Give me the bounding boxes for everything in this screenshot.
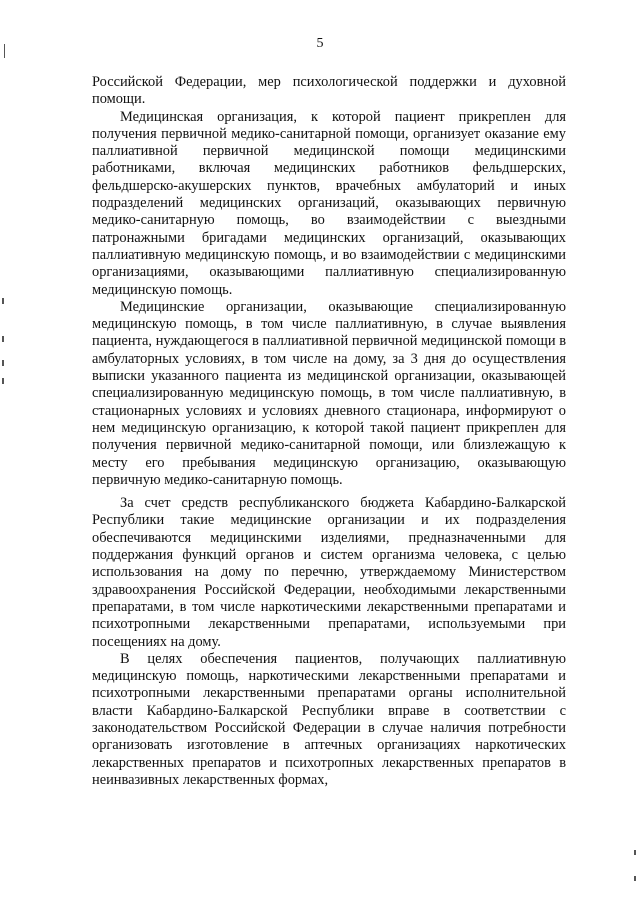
paragraph: Медицинская организация, к которой пациент прикреплен для получения первичной медико-санитарной помощи, организует оказание ему паллиативной первичной медицинской помощи медицинскими работниками, включая медицинских работников фельдшерских, фельдшерско-акушерских пунктов, врачебных амбулаторий и иных подразделений медицинских организаций, оказывающих первичную медико-санитарную помощь, во взаимодействии с выездными патронажными бригадами медицинских организаций, оказывающих паллиативную медицинскую помощь, и во взаимодействии с медицинскими организациями, оказывающими паллиативную специализированную медицинскую помощь. — [92, 108, 566, 298]
paragraph: За счет средств республиканского бюджета Кабардино-Балкарской Республики такие медицинские организации и их подразделения обеспечиваются медицинскими изделиями, предназначенными для поддержания функций органов и систем организма человека, с целью использования на дому по перечню, утверждаемому Министерством здравоохранения Российской Федерации, необходимыми лекарственными препаратами, в том числе наркотическими лекарственными препаратами и психотропными лекарственными препаратами, используемыми при посещениях на дому. — [92, 495, 566, 650]
scan-edge-mark — [2, 360, 4, 366]
paragraph-continuation: Российской Федерации, мер психологической поддержки и духовной помощи. — [92, 74, 566, 108]
paragraph: В целях обеспечения пациентов, получающих паллиативную медицинскую помощь, наркотическими лекарственными препаратами и психотропными лекарственными препаратами органы исполнительной власти Кабардино-Балкарской Республики вправе в соответствии с законодательством Российской Федерации в случае наличия потребности организовать изготовление в аптечных организациях наркотических лекарственных препаратов и психотропных лекарственных препаратов в неинвазивных лекарственных формах, — [92, 650, 566, 788]
scan-edge-mark — [634, 850, 636, 855]
document-body — [92, 74, 566, 789]
scan-edge-mark — [2, 336, 4, 342]
paragraph: Медицинские организации, оказывающие специализированную медицинскую помощь, в том числе паллиативную, в случае выявления пациента, нуждающегося в паллиативной первичной медицинской помощи в амбулаторных условиях, в том числе на дому, за 3 дня до осуществления выписки указанного пациента из медицинской организации, оказывающей специализированную медицинскую помощь, в том числе паллиативную, в стационарных условиях и условиях дневного стационара, информируют о нем медицинскую организацию, к которой такой пациент прикреплен для получения первичной медико-санитарной помощи, или близлежащую к месту его пребывания медицинскую организацию, оказывающую первичную медико-санитарную помощь. — [92, 298, 566, 488]
page-number: 5 — [316, 36, 324, 51]
scan-edge-mark — [2, 378, 4, 384]
scan-edge-mark — [634, 876, 636, 881]
scan-edge-mark — [2, 298, 4, 304]
